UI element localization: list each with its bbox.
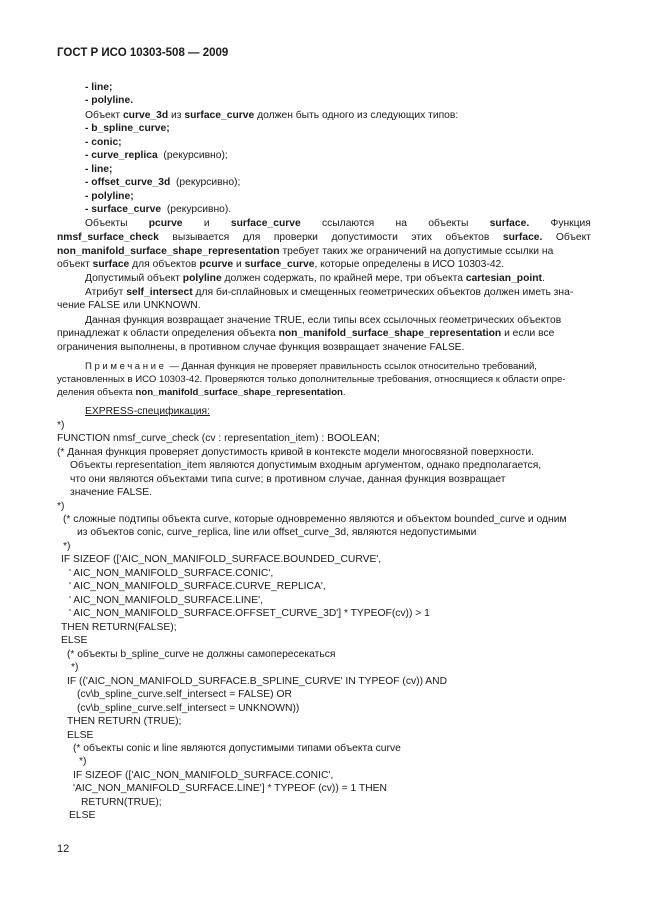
code-line: ' AIC_NON_MANIFOLD_SURFACE.CONIC', [69,568,274,579]
paragraph-line: принадлежат к области определения объекта non_manifold_surface_shape_representation и если все [57,328,555,339]
paragraph-line: ограничения выполнены, в противном случае функция возвращает значение FALSE. [57,342,465,353]
code-line: ELSE [61,635,88,646]
list-item: - offset_curve_3d (рекурсивно); [85,177,241,188]
list-item: - curve_replica (рекурсивно); [85,150,228,161]
code-line: THEN RETURN (TRUE); [67,716,182,727]
note-line: деления объекта non_manifold_surface_shape_representation. [57,387,346,398]
code-line: что они являются объектами типа curve; в противном случае, данная функция возвращает [70,474,506,485]
code-line: *) [79,756,87,767]
code-line: (* объекты conic и line являются допустимыми типами объекта curve [73,743,401,754]
note-line: установленных в ИСО 10303-42. Проверяются только дополнительные требования, относящиеся к области опре- [57,374,566,385]
paragraph-line: объект surface для объектов pcurve и surface_curve, которые определены в ИСО 10303-42. [57,259,505,270]
code-line: *) [71,662,79,673]
code-line: (* Данная функция проверяет допустимость кривой в контексте модели многосвязной поверхности. [57,447,534,458]
code-line: *) [63,541,71,552]
code-line: (* сложные подтипы объекта curve, которые одновременно являются и объектом bounded_curve и одним [63,514,567,525]
list-item: - polyline. [85,95,134,106]
code-line: 'AIC_NON_MANIFOLD_SURFACE.LINE'] * TYPEOF (cv)) = 1 THEN [73,783,387,794]
code-line: FUNCTION nmsf_curve_check (cv : representation_item) : BOOLEAN; [57,433,380,444]
code-line: *) [57,420,65,431]
list-item: - b_spline_curve; [85,123,170,134]
code-line: (cv\b_spline_curve.self_intersect = UNKNOWN)) [77,703,300,714]
paragraph-line: Данная функция возвращает значение TRUE, если типы всех ссылочных геометрических объектов [85,315,562,326]
paragraph-line: Допустимый объект polyline должен содержать, по крайней мере, три объекта cartesian_point. [85,273,545,284]
code-line: значение FALSE. [70,487,152,498]
text-line: Объект curve_3d из surface_curve должен быть одного из следующих типов: [85,110,459,121]
paragraph-line: non_manifold_surface_shape_representation требует таких же ограничений на допустимые ссылки на [57,246,554,257]
code-line: *) [57,501,65,512]
code-line: IF SIZEOF (['AIC_NON_MANIFOLD_SURFACE.BOUNDED_CURVE', [61,554,382,565]
code-line: RETURN(TRUE); [81,797,162,808]
page-header: ГОСТ Р ИСО 10303-508 — 2009 [57,47,229,59]
code-line: (cv\b_spline_curve.self_intersect = FALSE) OR [77,689,292,700]
code-line: (* объекты b_spline_curve не должны самопересекаться [67,649,336,660]
code-line: из объектов conic, curve_replica, line или offset_curve_3d, являются недопустимыми [77,527,477,538]
list-item: - surface_curve (рекурсивно). [85,204,232,215]
list-item: - line; [85,164,113,175]
code-line: ELSE [67,730,94,741]
code-line: THEN RETURN(FALSE); [61,622,177,633]
paragraph-line: Объекты pcurve и surface_curve ссылаются на объекты surface. Функция [85,218,591,229]
express-title: EXPRESS-спецификация: [85,406,210,417]
list-item: - line; [85,82,113,93]
note-line: Примечание — Данная функция не проверяет правильность ссылок относительно требований, [85,361,537,372]
code-line: IF SIZEOF (['AIC_NON_MANIFOLD_SURFACE.CONIC', [73,770,334,781]
paragraph-line: Атрибут self_intersect для би-сплайновых и смещенных геометрических объектов должен иметь зна- [85,287,574,298]
list-item: - polyline; [85,191,134,202]
page-number: 12 [57,843,70,855]
paragraph-line: nmsf_surface_check вызывается для проверки допустимости этих объектов surface. Объект [57,232,591,243]
code-line: Объекты representation_item являются допустимым входным аргументом, однако предполагается, [70,460,542,471]
paragraph-line: чение FALSE или UNKNOWN. [57,300,201,311]
code-line: ' AIC_NON_MANIFOLD_SURFACE.LINE', [69,595,263,606]
code-line: IF (('AIC_NON_MANIFOLD_SURFACE.B_SPLINE_CURVE' IN TYPEOF (cv)) AND [67,676,448,687]
code-line: ' AIC_NON_MANIFOLD_SURFACE.CURVE_REPLICA', [69,581,326,592]
list-item: - conic; [85,137,122,148]
code-line: ELSE [69,810,96,821]
code-line: ' AIC_NON_MANIFOLD_SURFACE.OFFSET_CURVE_3D'] * TYPEOF(cv)) > 1 [69,608,430,619]
